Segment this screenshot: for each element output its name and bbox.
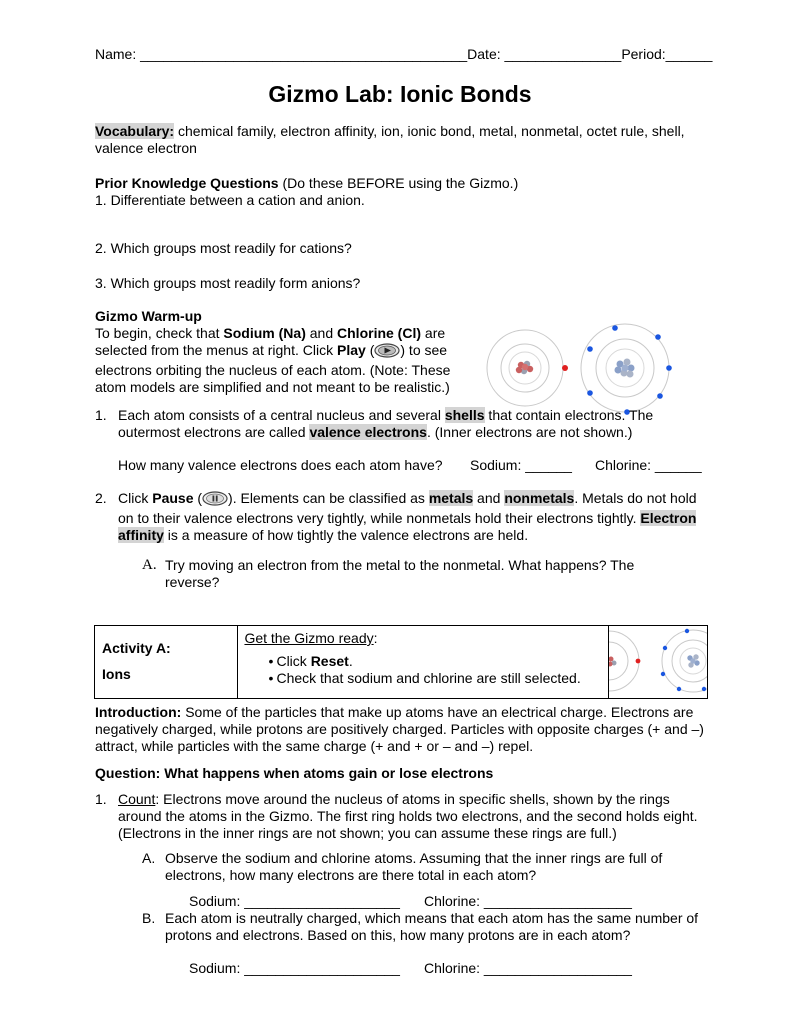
chlorine-atom-icon — [581, 324, 672, 415]
item-1-t3: . (Inner electrons are not shown.) — [426, 424, 633, 440]
warmup-heading: Gizmo Warm-up — [95, 308, 202, 324]
vocabulary — [95, 123, 715, 157]
count-b-chlorine[interactable]: Chlorine: ___________________ — [424, 960, 632, 976]
intro-label: Introduction: — [95, 704, 182, 720]
warmup-t5: ) to see electrons orbiting the nucleus of each atom. (Note: These atom models are simplified and not meant to be realistic.) — [95, 342, 451, 395]
activity-table — [94, 625, 708, 699]
activity-label-cell — [95, 626, 238, 699]
count-a-text: Observe the sodium and chlorine atoms. Assuming that the inner rings are full of electrons, how many electrons are there total in each atom? — [165, 850, 663, 883]
shells-term: shells — [444, 407, 485, 423]
name-blank[interactable]: __________________________________________ — [140, 46, 468, 62]
prior-question-1: 1. Differentiate between a cation and anion. — [95, 192, 365, 208]
activity-image-cell — [608, 626, 707, 699]
reset-term: Reset — [310, 653, 349, 669]
item-2a-text: Try moving an electron from the metal to the nonmetal. What happens? The reverse? — [165, 557, 635, 590]
item-2-text — [118, 490, 703, 544]
warmup-chlorine: Chlorine (Cl) — [337, 325, 422, 341]
count-body: : Electrons move around the nucleus of atoms in specific shells, shown by the rings around the atoms in the Gizmo. The first ring holds two electrons, and the second holds eight. (Electrons in the inner rings are not shown; you can assume these rings are full.) — [118, 791, 698, 841]
atom-diagram — [484, 318, 676, 418]
item-2-t6: is a measure of how tightly the valence electrons are held. — [163, 527, 529, 543]
count-b-letter: B. — [142, 910, 156, 926]
warmup-t4: ( — [365, 342, 375, 358]
activity-name: Ions — [102, 666, 131, 682]
warmup-play: Play — [337, 342, 366, 358]
item-1-t2: that contain electrons. The outermost electrons are called — [118, 407, 654, 440]
count-number: 1. — [95, 791, 107, 807]
intro-text: Some of the particles that make up atoms have an electrical charge. Electrons are negatively charged, while protons are positively charged. Particles with opposite charges (+ and –) attract, while particles with the same charge (+ and + or – and –) repel. — [95, 704, 704, 754]
metals-term: metals — [428, 490, 474, 506]
pause-term: Pause — [152, 490, 194, 506]
get-ready-colon: : — [373, 630, 378, 646]
nonmetals-term: nonmetals — [504, 490, 575, 506]
activity-label: Activity A: — [102, 640, 171, 656]
item-2-t3: ). Elements can be classified as — [228, 490, 429, 506]
item-2-t1: Click — [118, 490, 153, 506]
warmup-text — [95, 325, 465, 396]
valence-chlorine-answer[interactable]: Chlorine: ______ — [595, 457, 702, 473]
prior-question-3: 3. Which groups most readily form anions? — [95, 275, 361, 291]
warmup-t2: and — [305, 325, 338, 341]
item-1-text — [118, 407, 703, 441]
vocabulary-label: Vocabulary: — [95, 123, 175, 139]
step-reset-pre: Click — [276, 653, 311, 669]
page-title: Gizmo Lab: Ionic Bonds — [268, 81, 532, 107]
pause-button-icon — [202, 491, 228, 510]
date-blank[interactable]: _______________ — [504, 46, 622, 62]
period-label: Period: — [621, 46, 666, 62]
count-text — [118, 791, 703, 842]
item-2-t2: ( — [193, 490, 203, 506]
warmup-sodium: Sodium (Na) — [223, 325, 306, 341]
step-check: • Check that sodium and chlorine are still selected. — [244, 670, 608, 687]
electron-affinity-term: Electron affinity — [118, 510, 697, 543]
introduction — [95, 704, 710, 755]
step-reset-post: . — [348, 653, 353, 669]
count-a-sodium[interactable]: Sodium: ____________________ — [189, 893, 400, 909]
header-line — [95, 46, 713, 63]
vocabulary-text: chemical family, electron affinity, ion, ionic bond, metal, nonmetal, octet rule, shell, valence electron — [95, 123, 685, 156]
step-reset — [244, 653, 608, 670]
warmup-t3: are selected from the menus at right. Click — [95, 325, 446, 358]
valence-electrons-term: valence electrons — [309, 424, 427, 440]
get-ready-label: Get the Gizmo ready — [244, 630, 374, 646]
get-ready-line — [244, 630, 608, 647]
item-2-t5: . Metals do not hold on to their valence electrons very tightly, while nonmetals hold their electrons tightly. — [118, 490, 697, 526]
period-blank[interactable]: ______ — [665, 46, 713, 62]
item-1-t1: Each atom consists of a central nucleus and several — [118, 407, 445, 423]
prior-knowledge-heading — [95, 175, 715, 192]
count-a-letter: A. — [142, 850, 156, 866]
activity-steps — [244, 653, 608, 687]
question-heading: Question: What happens when atoms gain or lose electrons — [95, 765, 494, 781]
item-1-number: 1. — [95, 407, 107, 423]
name-label: Name: — [95, 46, 137, 62]
warmup-t1: To begin, check that — [95, 325, 224, 341]
count-b-sodium[interactable]: Sodium: ____________________ — [189, 960, 400, 976]
item-2-number: 2. — [95, 490, 107, 506]
valence-sodium-answer[interactable]: Sodium: ______ — [470, 457, 572, 473]
count-label: Count — [118, 791, 156, 807]
prior-note: (Do these BEFORE using the Gizmo.) — [278, 175, 519, 191]
item-2-t4: and — [473, 490, 505, 506]
count-b-text: Each atom is neutrally charged, which means that each atom has the same number of protons and electrons. Based on this, how many protons are in each atom? — [165, 910, 699, 943]
prior-question-2: 2. Which groups most readily for cations? — [95, 240, 352, 256]
prior-heading-bold: Prior Knowledge Questions — [95, 175, 279, 191]
item-2a-letter: A. — [142, 557, 157, 573]
activity-atom-icon — [609, 626, 707, 696]
play-button-icon — [374, 343, 400, 362]
activity-instructions-cell — [238, 626, 609, 699]
date-label: Date: — [467, 46, 501, 62]
valence-question: How many valence electrons does each atom have? — [118, 457, 443, 473]
count-a-chlorine[interactable]: Chlorine: ___________________ — [424, 893, 632, 909]
sodium-atom-icon — [487, 330, 568, 406]
